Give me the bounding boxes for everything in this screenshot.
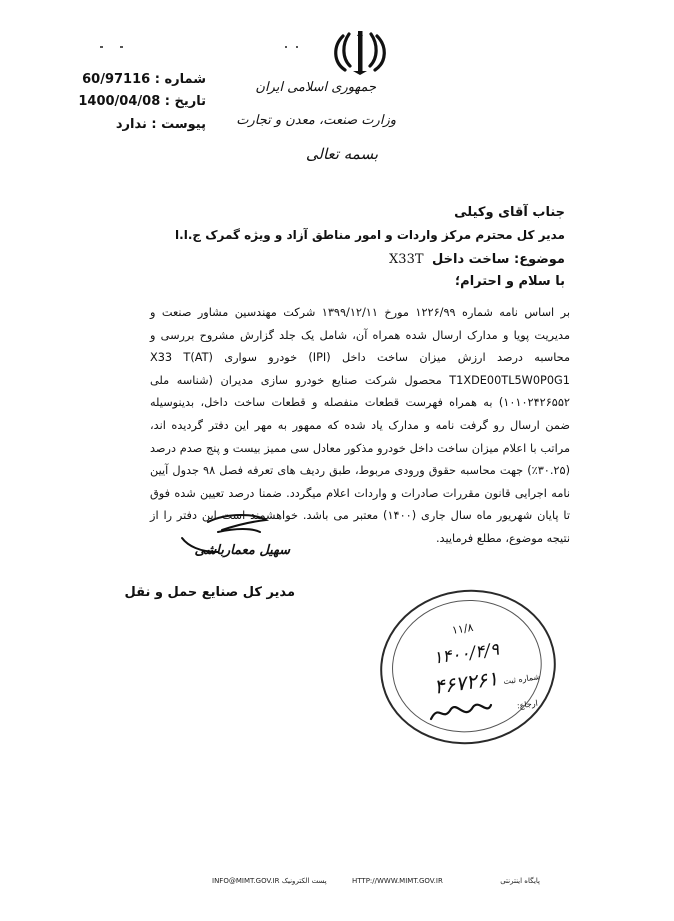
footer-net: پایگاه اینترنتی: [500, 877, 540, 885]
letter-date: [80, 94, 206, 109]
header-country: جمهوری اسلامی ایران: [255, 80, 376, 95]
scan-specks: [100, 46, 300, 50]
recipient-title: مدیر کل محترم مرکز واردات و امور مناطق آزاد و ویژه گمرک ج.ا.ا: [175, 228, 565, 242]
letter-attachment-value: ندارد: [115, 117, 147, 132]
letter-number: [80, 72, 206, 87]
stamp-scribble-icon: [425, 695, 495, 725]
footer-site: HTTP://WWW.MIMT.GOV.IR: [352, 877, 443, 885]
letter-number-label: شماره :: [154, 72, 206, 87]
signer-name: سهیل معمارباشی: [194, 543, 290, 558]
registry-stamp: [370, 579, 566, 756]
signer-title: مدیر کل صنایع حمل و نقل: [124, 585, 295, 600]
stamp-number: ۴۶۷۲۶۱: [432, 666, 500, 699]
letter-date-value: 1400/04/08: [78, 94, 161, 109]
letter-date-label: تاریخ :: [164, 94, 206, 109]
iran-emblem-icon: [331, 28, 389, 76]
subject-code: X33T: [389, 252, 424, 267]
header-ministry: وزارت صنعت، معدن و تجارت: [236, 113, 396, 128]
letter-number-value: 60/97116: [82, 72, 151, 87]
stamp-date: ۱۴۰۰/۴/۹: [431, 639, 501, 669]
letter-attachment: [80, 117, 206, 132]
header-bismillah: بسمه تعالی: [305, 145, 378, 163]
stamp-ref-label: ارجاع:: [516, 698, 539, 711]
stamp-number-label: شماره ثبت: [502, 672, 541, 687]
letter-body: بر اساس نامه شماره ۱۲۲۶/۹۹ مورخ ۱۳۹۹/۱۲/۱۱ شرکت مهندسین مشاور صنعت و مدیریت پویا و مدارک ارسال شده همراه آن، شامل یک جلد گزارش مشروح بررسی و محاسبه درصد ارزش میزان ساخت داخل (IPI) خودرو سواری X33 T(AT) T1XDE00TL5W0P0G1 محصول شرکت صنایع خودرو سازی مدیران (شناسه ملی ۱۰۱۰۲۴۲۶۵۵۲) به همراه فهرست قطعات منفصله و قطعات ساخت داخل، بدینوسیله ضمن ارسال رو گرفت نامه و مدارک یاد شده که ممهور به مهر این دفتر گردیده اند، مراتب با اعلام میزان ساخت داخل خودرو مذکور معادل سی ممیز بیست و پنج صدم درصد (۳۰.۲۵٪) جهت محاسبه حقوق ورودی مربوط، طبق ردیف های تعرفه فصل ۹۸ جدول آیین نامه اجرایی قانون مقررات صادرات و واردات اعلام میگردد. ضمنا درصد تعیین شده فوق تا پایان شهریور ماه سال جاری (۱۴۰۰) معتبر می باشد. خواهشمند است این دفتر را از نتیجه موضوع، مطلع فرمایید.: [150, 306, 570, 545]
greeting: با سلام و احترام؛: [454, 274, 565, 289]
footer-email: INFO@MIMT.GOV.IR پست الکترونیک: [212, 877, 327, 885]
subject-line: [389, 252, 565, 267]
stamp-fraction: ۱۱/۸: [451, 620, 475, 637]
recipient-name: جناب آقای وکیلی: [454, 205, 565, 220]
letter-attachment-label: پیوست :: [151, 117, 206, 132]
subject-label: موضوع: ساخت داخل: [432, 252, 565, 267]
